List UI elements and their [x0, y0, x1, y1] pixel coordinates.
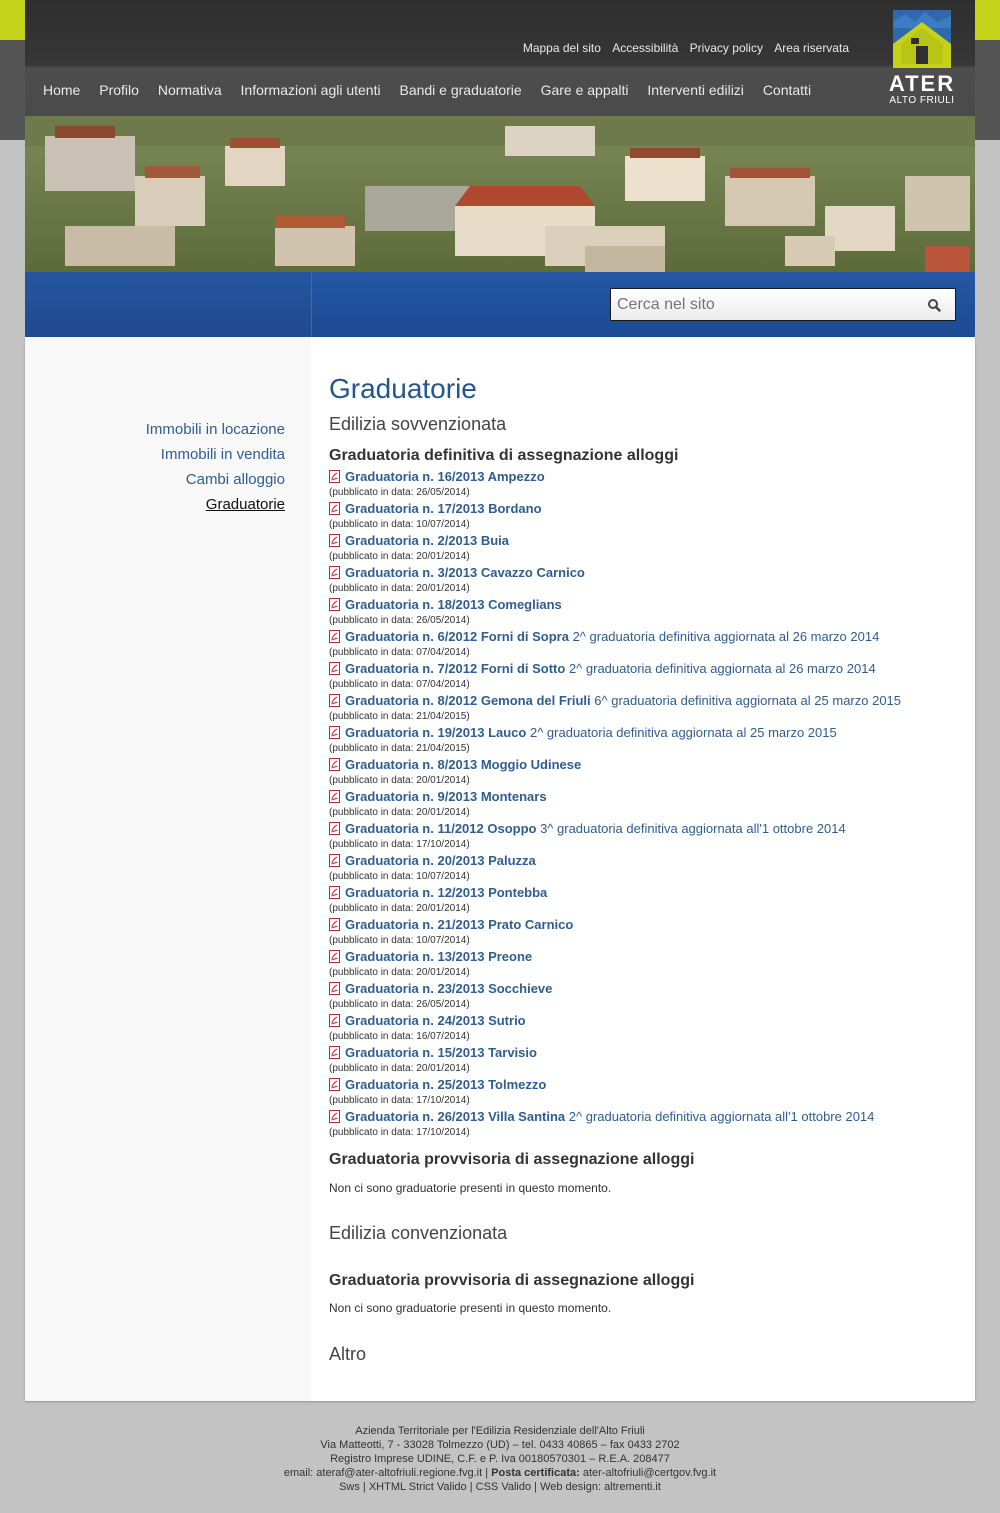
graduatoria-note[interactable]: 2^ graduatoria definitiva aggiornata all'1 ottobre 2014 — [568, 1109, 875, 1124]
pdf-icon — [329, 726, 340, 739]
graduatoria-pdf-link[interactable] — [329, 981, 901, 997]
logo-name: ATER — [888, 71, 956, 96]
graduatoria-title[interactable]: Graduatoria n. 13/2013 Preone — [345, 949, 533, 964]
publication-date: (pubblicato in data: 17/10/2014) — [329, 1095, 470, 1106]
list-item — [329, 821, 901, 853]
blue-bar-left-panel — [25, 272, 312, 337]
graduatoria-pdf-link[interactable] — [329, 949, 901, 965]
graduatoria-title[interactable]: Graduatoria n. 17/2013 Bordano — [345, 501, 542, 516]
main-nav — [43, 82, 826, 98]
heading-graduatoria-definitiva: Graduatoria definitiva di assegnazione alloggi — [329, 447, 679, 464]
graduatoria-pdf-link[interactable] — [329, 725, 901, 741]
graduatoria-pdf-link[interactable] — [329, 1013, 901, 1029]
section-edilizia-convenzionata: Edilizia convenzionata — [329, 1223, 508, 1243]
sidebar-item-cambi-alloggio[interactable]: Cambi alloggio — [185, 471, 285, 488]
graduatoria-pdf-link[interactable] — [329, 1109, 901, 1125]
list-item — [329, 725, 901, 757]
publication-date: (pubblicato in data: 21/04/2015) — [329, 711, 470, 722]
list-item — [329, 1077, 901, 1109]
section-edilizia-sovvenzionata: Edilizia sovvenzionata — [329, 414, 507, 434]
graduatoria-title[interactable]: Graduatoria n. 23/2013 Socchieve — [345, 981, 553, 996]
list-item — [329, 533, 901, 565]
nav-interventi[interactable]: Interventi edilizi — [647, 82, 744, 98]
link-reserved-area[interactable]: Area riservata — [774, 41, 849, 55]
list-item — [329, 661, 901, 693]
publication-date: (pubblicato in data: 20/01/2014) — [329, 775, 470, 786]
graduatoria-note[interactable]: 2^ graduatoria definitiva aggiornata al 25 marzo 2015 — [529, 725, 837, 740]
list-item — [329, 981, 901, 1013]
footer-link-css[interactable]: CSS Valido — [475, 1481, 532, 1493]
pdf-icon — [329, 502, 340, 515]
publication-date: (pubblicato in data: 20/01/2014) — [329, 1063, 470, 1074]
empty-message: Non ci sono graduatorie presenti in questo momento. — [329, 1181, 612, 1195]
footer-links: Sws | XHTML Strict Valido | CSS Valido | Web design: altrementi.it — [339, 1481, 661, 1493]
graduatoria-note[interactable]: 3^ graduatoria definitiva aggiornata all'1 ottobre 2014 — [540, 821, 846, 836]
section-altro: Altro — [329, 1344, 367, 1364]
publication-date: (pubblicato in data: 10/07/2014) — [329, 935, 470, 946]
list-item — [329, 469, 901, 501]
graduatoria-pdf-link[interactable] — [329, 821, 901, 837]
graduatoria-pdf-link[interactable] — [329, 533, 901, 549]
graduatoria-title[interactable]: Graduatoria n. 3/2013 Cavazzo Carnico — [345, 565, 585, 580]
graduatoria-pdf-link[interactable] — [329, 885, 901, 901]
footer-email[interactable]: ateraf@ater-altofriuli.regione.fvg.it — [316, 1467, 483, 1479]
list-item — [329, 949, 901, 981]
heading-graduatoria-provvisoria: Graduatoria provvisoria di assegnazione alloggi — [329, 1151, 695, 1168]
publication-date: (pubblicato in data: 16/07/2014) — [329, 1031, 470, 1042]
pdf-icon — [329, 1046, 340, 1059]
publication-date: (pubblicato in data: 26/05/2014) — [329, 615, 470, 626]
publication-date: (pubblicato in data: 26/05/2014) — [329, 487, 470, 498]
pdf-icon — [329, 1078, 340, 1091]
graduatoria-pdf-link[interactable] — [329, 693, 901, 709]
list-item — [329, 917, 901, 949]
footer-company: Azienda Territoriale per l'Edilizia Residenziale dell'Alto Friuli — [355, 1425, 645, 1437]
pdf-icon — [329, 662, 340, 675]
pdf-icon — [329, 598, 340, 611]
publication-date: (pubblicato in data: 26/05/2014) — [329, 999, 470, 1010]
graduatoria-title[interactable]: Graduatoria n. 18/2013 Comeglians — [345, 597, 562, 612]
empty-message-convenzionata: Non ci sono graduatorie presenti in questo momento. — [329, 1301, 612, 1315]
footer-pec-label: Posta certificata: — [491, 1467, 580, 1479]
pdf-icon — [329, 694, 340, 707]
utility-links — [515, 41, 849, 55]
nav-profilo[interactable]: Profilo — [99, 82, 139, 98]
house-mountain-icon — [887, 8, 957, 70]
graduatoria-title[interactable]: Graduatoria n. 16/2013 Ampezzo — [345, 469, 545, 484]
nav-contatti[interactable]: Contatti — [762, 82, 812, 98]
pdf-icon — [329, 822, 340, 835]
pdf-icon — [329, 1110, 340, 1123]
graduatoria-list — [329, 469, 901, 1141]
list-item — [329, 1109, 901, 1141]
graduatoria-pdf-link[interactable] — [329, 661, 901, 677]
graduatoria-note[interactable]: 6^ graduatoria definitiva aggiornata al 25 marzo 2015 — [594, 693, 902, 708]
search-input[interactable] — [611, 289, 917, 320]
town-banner-image — [25, 116, 975, 272]
list-item — [329, 757, 901, 789]
pdf-icon — [329, 854, 340, 867]
list-item — [329, 693, 901, 725]
pdf-icon — [329, 1014, 340, 1027]
publication-date: (pubblicato in data: 21/04/2015) — [329, 743, 470, 754]
publication-date: (pubblicato in data: 07/04/2014) — [329, 647, 470, 658]
graduatoria-note[interactable]: 2^ graduatoria definitiva aggiornata al 26 marzo 2014 — [568, 661, 876, 676]
list-item — [329, 1013, 901, 1045]
graduatoria-pdf-link[interactable] — [329, 501, 901, 517]
publication-date: (pubblicato in data: 20/01/2014) — [329, 967, 470, 978]
publication-date: (pubblicato in data: 07/04/2014) — [329, 679, 470, 690]
graduatoria-pdf-link[interactable] — [329, 917, 901, 933]
nav-bandi[interactable]: Bandi e graduatorie — [399, 82, 522, 98]
list-item — [329, 1045, 901, 1077]
page-title: Graduatorie — [329, 373, 477, 404]
footer-link-xhtml[interactable]: XHTML Strict Valido — [368, 1481, 467, 1493]
graduatoria-title[interactable]: Graduatoria n. 24/2013 Sutrio — [345, 1013, 526, 1028]
publication-date: (pubblicato in data: 20/01/2014) — [329, 903, 470, 914]
graduatoria-title[interactable]: Graduatoria n. 25/2013 Tolmezzo — [345, 1077, 547, 1092]
sidebar — [25, 337, 311, 1401]
heading-graduatoria-provvisoria-convenzionata: Graduatoria provvisoria di assegnazione alloggi — [329, 1272, 695, 1289]
graduatoria-title[interactable]: Graduatoria n. 26/2013 Villa Santina — [345, 1109, 566, 1124]
publication-date: (pubblicato in data: 20/01/2014) — [329, 583, 470, 594]
sidebar-item-immobili-locazione[interactable]: Immobili in locazione — [145, 421, 285, 438]
list-item — [329, 597, 901, 629]
graduatoria-title[interactable]: Graduatoria n. 9/2013 Montenars — [345, 789, 547, 804]
graduatoria-pdf-link[interactable] — [329, 1045, 901, 1061]
publication-date: (pubblicato in data: 10/07/2014) — [329, 871, 470, 882]
graduatoria-note[interactable]: 2^ graduatoria definitiva aggiornata al 26 marzo 2014 — [572, 629, 880, 644]
list-item — [329, 853, 901, 885]
list-item — [329, 629, 901, 661]
nav-informazioni[interactable]: Informazioni agli utenti — [240, 82, 381, 98]
footer-registry: Registro Imprese UDINE, C.F. e P. Iva 00180570301 – R.E.A. 208477 — [330, 1453, 670, 1465]
pdf-icon — [329, 758, 340, 771]
graduatoria-pdf-link[interactable] — [329, 565, 901, 581]
graduatoria-title[interactable]: Graduatoria n. 21/2013 Prato Carnico — [345, 917, 574, 932]
graduatoria-title[interactable]: Graduatoria n. 12/2013 Pontebba — [345, 885, 548, 900]
pdf-icon — [329, 630, 340, 643]
pdf-icon — [329, 566, 340, 579]
publication-date: (pubblicato in data: 20/01/2014) — [329, 551, 470, 562]
list-item — [329, 789, 901, 821]
link-accessibility[interactable]: Accessibilità — [612, 41, 679, 55]
ater-logo[interactable] — [887, 8, 957, 108]
footer-email-label: email: — [283, 1467, 314, 1479]
graduatoria-pdf-link[interactable] — [329, 1077, 901, 1093]
nav-home[interactable]: Home — [43, 82, 81, 98]
sidebar-menu — [146, 421, 285, 521]
footer-link-sws[interactable]: Sws — [339, 1481, 360, 1493]
list-item — [329, 501, 901, 533]
graduatoria-title[interactable]: Graduatoria n. 2/2013 Buia — [345, 533, 510, 548]
footer-pec[interactable]: ater-altofriuli@certgov.fvg.it — [582, 1467, 717, 1479]
graduatoria-pdf-link[interactable] — [329, 853, 901, 869]
graduatoria-pdf-link[interactable] — [329, 757, 901, 773]
graduatoria-title[interactable]: Graduatoria n. 8/2013 Moggio Udinese — [345, 757, 582, 772]
publication-date: (pubblicato in data: 17/10/2014) — [329, 839, 470, 850]
pdf-icon — [329, 950, 340, 963]
graduatoria-pdf-link[interactable] — [329, 469, 901, 485]
search-box — [610, 288, 956, 321]
logo-subtitle: ALTO FRIULI — [889, 95, 955, 106]
list-item — [329, 885, 901, 917]
graduatoria-pdf-link[interactable] — [329, 789, 901, 805]
graduatoria-title[interactable]: Graduatoria n. 20/2013 Paluzza — [345, 853, 536, 868]
graduatoria-title[interactable]: Graduatoria n. 8/2012 Gemona del Friuli — [345, 693, 591, 708]
nav-gare[interactable]: Gare e appalti — [540, 82, 629, 98]
publication-date: (pubblicato in data: 20/01/2014) — [329, 807, 470, 818]
graduatoria-pdf-link[interactable] — [329, 629, 901, 645]
graduatoria-title[interactable]: Graduatoria n. 7/2012 Forni di Sotto — [345, 661, 566, 676]
pdf-icon — [329, 534, 340, 547]
list-item — [329, 565, 901, 597]
pdf-icon — [329, 470, 340, 483]
content-area — [25, 337, 975, 1401]
footer — [0, 1424, 1000, 1494]
search-icon[interactable] — [927, 298, 941, 312]
search-bar-band — [25, 272, 975, 337]
publication-date: (pubblicato in data: 17/10/2014) — [329, 1127, 470, 1138]
pdf-icon — [329, 918, 340, 931]
pdf-icon — [329, 886, 340, 899]
graduatoria-title[interactable]: Graduatoria n. 11/2012 Osoppo — [345, 821, 537, 836]
link-privacy-policy[interactable]: Privacy policy — [689, 41, 763, 55]
graduatoria-title[interactable]: Graduatoria n. 6/2012 Forni di Sopra — [345, 629, 569, 644]
footer-link-webdesign[interactable]: Web design: altrementi.it — [540, 1481, 661, 1493]
graduatoria-pdf-link[interactable] — [329, 597, 901, 613]
nav-normativa[interactable]: Normativa — [157, 82, 222, 98]
footer-address: Via Matteotti, 7 - 33028 Tolmezzo (UD) – tel. 0433 40865 – fax 0433 2702 — [320, 1439, 680, 1451]
graduatoria-title[interactable]: Graduatoria n. 19/2013 Lauco — [345, 725, 527, 740]
graduatoria-title[interactable]: Graduatoria n. 15/2013 Tarvisio — [345, 1045, 537, 1060]
sidebar-item-immobili-vendita[interactable]: Immobili in vendita — [160, 446, 285, 463]
sidebar-item-graduatorie[interactable]: Graduatorie — [205, 496, 285, 513]
link-site-map[interactable]: Mappa del sito — [522, 41, 601, 55]
site-header — [25, 0, 975, 116]
publication-date: (pubblicato in data: 10/07/2014) — [329, 519, 470, 530]
footer-contacts: email: ateraf@ater-altofriuli.regione.fvg.it | Posta certificata: ater-altofriuli@certgov.fvg.it — [283, 1467, 717, 1479]
pdf-icon — [329, 982, 340, 995]
pdf-icon — [329, 790, 340, 803]
